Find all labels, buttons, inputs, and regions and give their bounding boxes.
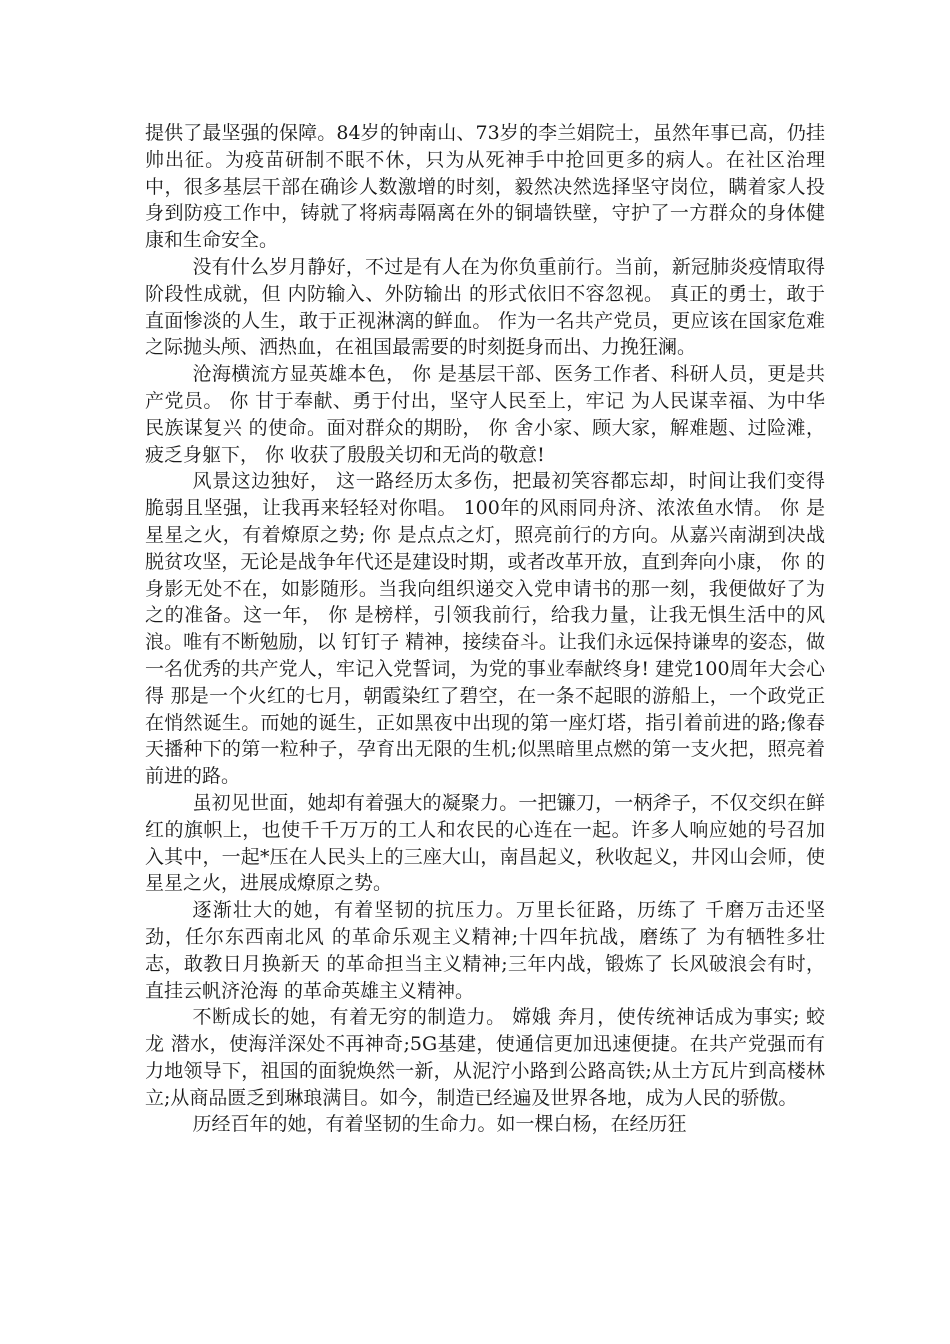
paragraph-7: 不断成长的她，有着无穷的制造力。 嫦娥 奔月，使传统神话成为事实; 蛟龙 潜水，使海洋深处不再神奇;5G基建，使通信更加迅速便捷。在共产党强而有力地领导下，祖国的面貌焕然一新，从泥泞小路到公路高铁;从土方瓦片到高楼林立;从商品匮乏到琳琅满目。如今，制造已经遍及世界各地，成为人民的骄傲。	[145, 1006, 825, 1109]
document-body	[145, 120, 825, 1138]
paragraph-5: 虽初见世面，她却有着强大的凝聚力。一把镰刀，一柄斧子，不仅交织在鲜红的旗帜上，也使千千万万的工人和农民的心连在一起。许多人响应她的号召加入其中，一起*压在人民头上的三座大山，南昌起义，秋收起义，井冈山会师，使星星之火，进展成燎原之势。	[145, 791, 825, 895]
paragraph-1: 提供了最坚强的保障。84岁的钟南山、73岁的李兰娟院士，虽然年事已高，仍挂帅出征。为疫苗研制不眠不休，只为从死神手中抢回更多的病人。在社区治理中，很多基层干部在确诊人数激增的时刻，毅然决然选择坚守岗位，瞒着家人投身到防疫工作中，铸就了将病毒隔离在外的铜墙铁壁，守护了一方群众的身体健康和生命安全。	[145, 122, 825, 252]
paragraph-2: 没有什么岁月静好，不过是有人在为你负重前行。当前，新冠肺炎疫情取得阶段性成就，但 内防输入、外防输出 的形式依旧不容忽视。 真正的勇士，敢于直面惨淡的人生，敢于正视淋漓的鲜血。 作为一名共产党员，更应该在国家危难之际抛头颅、洒热血，在祖国最需要的时刻挺身而出、力挽狂澜。	[145, 255, 825, 359]
paragraph-8: 历经百年的她，有着坚韧的生命力。如一棵白杨，在经历狂	[192, 1113, 687, 1136]
paragraph-4: 风景这边独好， 这一路经历太多伤，把最初笑容都忘却，时间让我们变得脆弱且坚强，让我再来轻轻对你唱。 100年的风雨同舟济、浓浓鱼水情。 你 是星星之火，有着燎原之势; 你 是点点之灯，照亮前行的方向。从嘉兴南湖到决战脱贫攻坚，无论是战争年代还是建设时期，或者改革开放，直到奔向小康， 你 的身影无处不在，如影随形。当我向组织递交入党申请书的那一刻，我便做好了为之的准备。这一年， 你 是榜样，引领我前行，给我力量，让我无惧生活中的风浪。唯有不断勉励，以 钉钉子 精神，接续奋斗。让我们永远保持谦卑的姿态，做一名优秀的共产党人，牢记入党誓词，为党的事业奉献终身! 建党100周年大会心得 那是一个火红的七月，朝霞染红了碧空，在一条不起眼的游船上，一个政党正在悄然诞生。而她的诞生，正如黑夜中出现的第一座灯塔，指引着前进的路;像春天播种下的第一粒种子，孕育出无限的生机;似黑暗里点燃的第一支火把，照亮着前进的路。	[145, 470, 825, 788]
paragraph-6: 逐渐壮大的她，有着坚韧的抗压力。万里长征路，历练了 千磨万击还坚劲，任尔东西南北风 的革命乐观主义精神;十四年抗战，磨练了 为有牺牲多壮志，敢教日月换新天 的革命担当主义精神;三年内战，锻炼了 长风破浪会有时，直挂云帆济沧海 的革命英雄主义精神。	[145, 899, 825, 1002]
paragraph-3: 沧海横流方显英雄本色， 你 是基层干部、医务工作者、科研人员，更是共产党员。 你 甘于奉献、勇于付出，坚守人民至上，牢记 为人民谋幸福、为中华民族谋复兴 的使命。面对群众的期盼， 你 舍小家、顾大家，解难题、过险滩，疲乏身躯下， 你 收获了殷殷关切和无尚的敬意!	[145, 363, 825, 466]
